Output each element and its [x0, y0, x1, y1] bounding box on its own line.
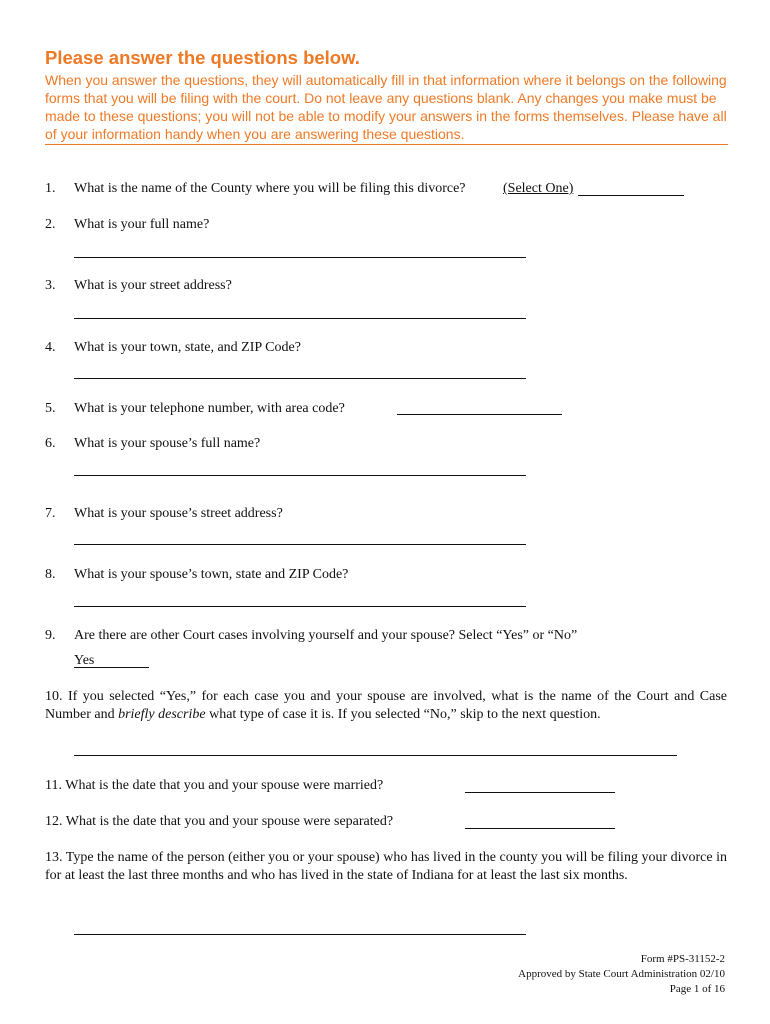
question-number: 7. [45, 506, 56, 521]
county-select-underline [578, 195, 684, 196]
question-text: What is your spouse’s full name? [74, 436, 261, 451]
telephone-field[interactable] [397, 414, 562, 415]
question-number: 9. [45, 628, 56, 643]
form-header [45, 47, 730, 143]
question-text: What is your street address? [74, 278, 232, 293]
question-number: 1. [45, 181, 56, 196]
question-text: What is your town, state, and ZIP Code? [74, 340, 301, 355]
county-select[interactable]: (Select One) [503, 181, 574, 196]
question-text: 10. If you selected “Yes,” for each case you and your spouse are involved, what is the name of the Court and Case Number and [45, 689, 727, 722]
question-text: Are there are other Court cases involving yourself and your spouse? Select “Yes” or “No” [74, 628, 578, 643]
other-cases-select-underline [74, 667, 149, 668]
form-number: Form #PS-31152-2 [640, 953, 725, 965]
page-indicator: Page 1 of 16 [669, 983, 725, 995]
approval-note: Approved by State Court Administration 02/10 [518, 968, 725, 980]
marriage-date-field[interactable] [465, 792, 615, 793]
question-text: What is the name of the County where you will be filing this divorce? [74, 181, 466, 196]
question-text: What is your spouse’s street address? [74, 506, 283, 521]
separation-date-field[interactable] [465, 828, 615, 829]
other-cases-description-field[interactable] [74, 755, 677, 756]
question-text: 13. Type the name of the person (either you or your spouse) who has lived in the county you will be filing your divorce in for at least the last three months and who has lived in the state of Indiana for at least the last six months. [45, 850, 727, 883]
question-number: 4. [45, 340, 56, 355]
resident-name-field[interactable] [74, 934, 526, 935]
question-13 [45, 849, 727, 885]
question-number: 6. [45, 436, 56, 451]
spouse-street-address-field[interactable] [74, 544, 526, 545]
spouse-town-state-zip-field[interactable] [74, 606, 526, 607]
header-divider [45, 144, 728, 145]
other-cases-select-value: Yes [74, 653, 95, 668]
question-11 [45, 777, 383, 795]
spouse-full-name-field[interactable] [74, 475, 526, 476]
question-text-tail: what type of case it is. If you selected “No,” skip to the next question. [205, 707, 601, 722]
street-address-field[interactable] [74, 318, 526, 319]
question-number: 5. [45, 401, 56, 416]
intro-text: When you answer the questions, they will automatically fill in that information where it belongs on the following forms that you will be filing with the court. Do not leave any questions blank. Any changes you make must be made to these questions; you will not be able to modify your answers in the forms themselves. Please have all of your information handy when you are answering these questions. [45, 72, 727, 142]
form-footer [518, 952, 725, 997]
question-10 [45, 688, 727, 724]
question-text: What is your spouse’s town, state and ZIP Code? [74, 567, 349, 582]
question-text: 11. What is the date that you and your spouse were married? [45, 778, 384, 793]
question-text: What is your full name? [74, 217, 210, 232]
question-text: What is your telephone number, with area code? [74, 401, 345, 416]
page-title: Please answer the questions below. [45, 47, 360, 68]
question-emphasis: briefly describe [118, 707, 206, 722]
question-number: 8. [45, 567, 56, 582]
question-12 [45, 813, 393, 831]
town-state-zip-field[interactable] [74, 378, 526, 379]
question-number: 3. [45, 278, 56, 293]
question-number: 2. [45, 217, 56, 232]
question-text: 12. What is the date that you and your spouse were separated? [45, 814, 394, 829]
full-name-field[interactable] [74, 257, 526, 258]
